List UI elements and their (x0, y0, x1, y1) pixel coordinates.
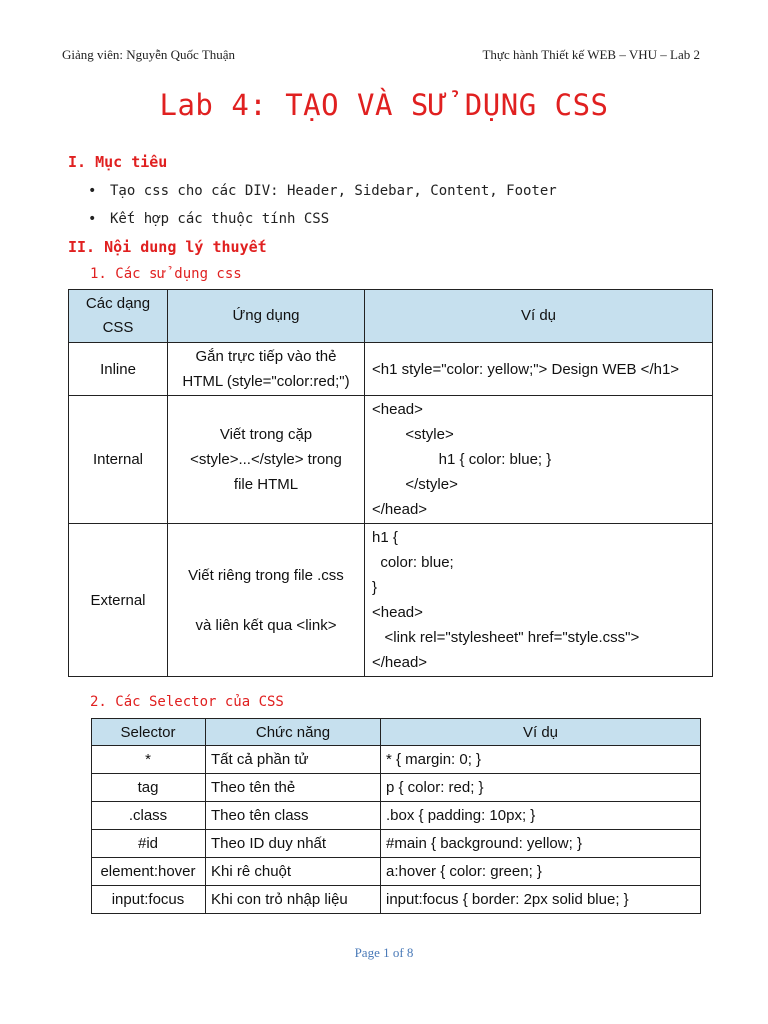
cell-line: h1 { (372, 529, 398, 546)
table-cell: a:hover { color: green; } (381, 858, 701, 886)
cell-line: <style>...</style> trong (190, 451, 342, 468)
table-row (69, 343, 713, 396)
cell-line: và liên kết qua <link> (195, 616, 337, 634)
cell-line: <head> (372, 401, 423, 418)
bullet-item (88, 211, 329, 227)
bullet-text: Kết hợp các thuộc tính CSS (110, 211, 330, 227)
table-header-cell: Chức năng (206, 719, 381, 746)
table-cell: #main { background: yellow; } (381, 830, 701, 858)
cell-line: Gắn trực tiếp vào thẻ (195, 348, 337, 365)
table-cell: External (69, 524, 168, 677)
cell-line: Viết riêng trong file .css (188, 566, 344, 584)
cell-line: <head> (372, 604, 423, 621)
table-cell: .box { padding: 10px; } (381, 802, 701, 830)
page-number: Page 1 of 8 (354, 945, 414, 960)
subheading-css-usage: 1. Các sử dụng css (90, 266, 242, 282)
table-row (92, 746, 701, 774)
table-cell: Theo ID duy nhất (206, 830, 381, 858)
table-cell: * { margin: 0; } (381, 746, 701, 774)
table-row (92, 802, 701, 830)
table-row (92, 858, 701, 886)
table-cell: tag (92, 774, 206, 802)
cell-line: color: blue; (372, 554, 454, 571)
cell-line (169, 588, 363, 613)
table-cell: Khi con trỏ nhập liệu (206, 886, 381, 914)
table-header-cell: Ví dụ (365, 290, 713, 343)
table-cell: .class (92, 802, 206, 830)
cell-line: </style> (372, 476, 458, 493)
section-heading-objectives: I. Mục tiêu (68, 153, 168, 171)
table-header-cell: Các dạng CSS (69, 290, 168, 343)
table-cell: #id (92, 830, 206, 858)
table-header-cell: Selector (92, 719, 206, 746)
table-cell: Khi rê chuột (206, 858, 381, 886)
section-heading-theory: II. Nội dung lý thuyết (68, 238, 267, 256)
table-row (69, 396, 713, 524)
bullet-item (88, 183, 557, 199)
table-cell (168, 524, 365, 677)
cell-line: h1 { color: blue; } (372, 451, 552, 468)
table-header-cell: Ứng dụng (168, 290, 365, 343)
table-cell: Internal (69, 396, 168, 524)
cell-line: </head> (372, 654, 428, 671)
table-header-row (92, 719, 701, 746)
table-row (69, 524, 713, 677)
table-row (92, 830, 701, 858)
table-cell: input:focus (92, 886, 206, 914)
table-cell (365, 396, 713, 524)
table-cell: Theo tên class (206, 802, 381, 830)
table-cell (365, 524, 713, 677)
table-row (92, 886, 701, 914)
table-cell (365, 343, 713, 396)
table-cell: * (92, 746, 206, 774)
table-header-cell: Ví dụ (381, 719, 701, 746)
cell-line: HTML (style="color:red;") (182, 373, 350, 390)
table-cell: Tất cả phần tử (206, 746, 381, 774)
css-selectors-table (91, 718, 701, 914)
bullet-icon: • (88, 211, 97, 227)
cell-line: </head> (372, 501, 428, 518)
table-cell: Inline (69, 343, 168, 396)
table-header-row (69, 290, 713, 343)
table-cell: Theo tên thẻ (206, 774, 381, 802)
cell-line: file HTML (233, 476, 299, 493)
header-instructor: Giảng viên: Nguyễn Quốc Thuận (62, 47, 236, 62)
header-course: Thực hành Thiết kế WEB – VHU – Lab 2 (482, 47, 700, 62)
cell-line: } (372, 579, 378, 596)
bullet-icon: • (88, 183, 97, 199)
bullet-text: Tạo css cho các DIV: Header, Sidebar, Content, Footer (110, 183, 557, 199)
cell-line: <style> (372, 426, 454, 443)
subheading-css-selectors: 2. Các Selector của CSS (90, 694, 284, 710)
css-types-table (68, 289, 713, 677)
page-title: Lab 4: TẠO VÀ SỬ DỤNG CSS (159, 88, 609, 122)
table-cell: element:hover (92, 858, 206, 886)
table-cell (168, 343, 365, 396)
cell-line: Viết trong cặp (219, 426, 313, 443)
cell-line: <h1 style="color: yellow;"> Design WEB </h1> (372, 360, 680, 378)
table-cell: input:focus { border: 2px solid blue; } (381, 886, 701, 914)
table-cell (168, 396, 365, 524)
table-cell: p { color: red; } (381, 774, 701, 802)
cell-line: <link rel="stylesheet" href="style.css"> (372, 629, 640, 646)
table-row (92, 774, 701, 802)
